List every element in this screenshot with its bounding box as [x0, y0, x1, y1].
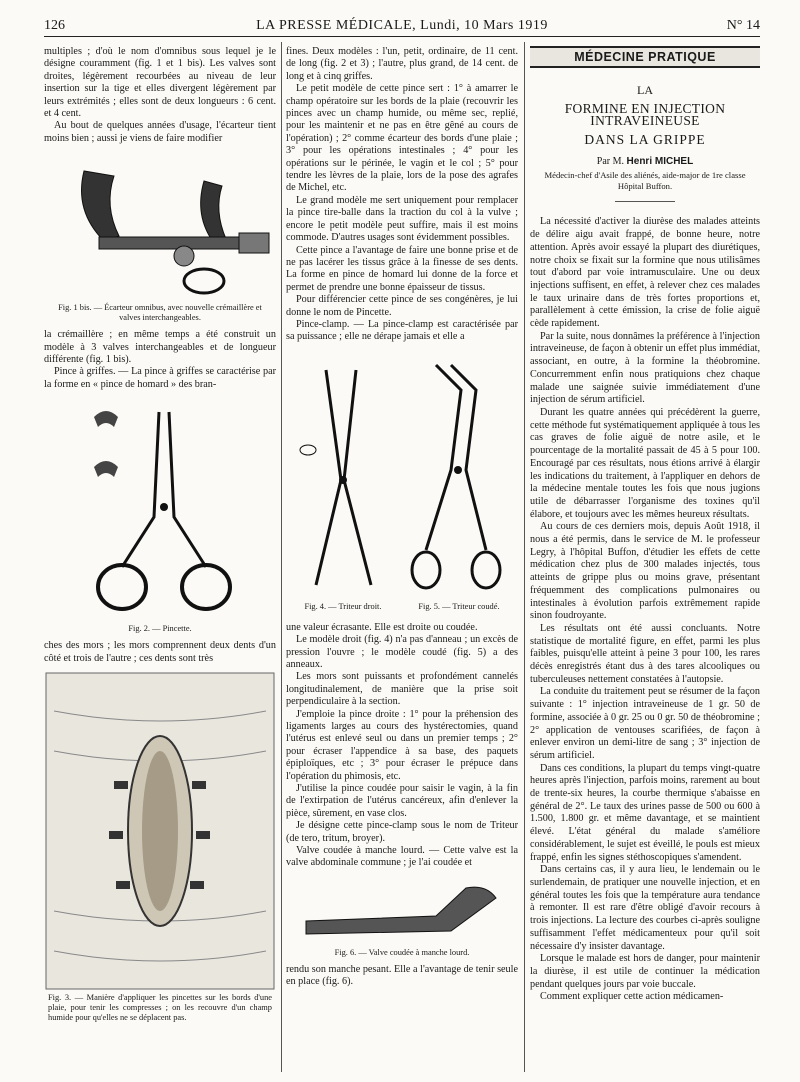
paragraph: Cette pince a l'avantage de faire une bonne prise et de ne pas lacérer les tissus grâce à la finesse de ses dents. La forme en pince de homard lui donne de la force et permet de prendre une bonne épaisseur de tissus.: [286, 244, 518, 293]
figure-valve: [286, 876, 518, 958]
separator: [615, 201, 675, 202]
paragraph: une valeur écrasante. Elle est droite ou coudée.: [286, 621, 478, 633]
column-right: [530, 46, 760, 1004]
paragraph: Durant les quatre années qui précédèrent la guerre, cette méthode fut systématiquement appliquée à tous les cas graves de folie aiguë de notre asile, et le pourcentage de la mortalité passait de 45 à 5 pour 100. Encouragé par ces résultats, nous étions arrivé à élargir les indications du traitement, à l'appliquer en dehors de la médecine mentale toutes les fois que nous jugions utile de débarrasser l'organisme des toxines qu'il élabore, et toujours avec les mêmes heureux résultats.: [530, 406, 760, 520]
paragraph: Pince-clamp. — La pince-clamp est caractérisée par sa puissance ; elle ne dérape jamais et elle a: [286, 318, 518, 343]
paragraph: J'emploie la pince droite : 1° pour la préhension des ligaments larges au cours des hystérectomies, quand l'utérus est enlevé seul ou dans un premier temps ; 2° pour écraser l'appendice à sa base, des paquets épiploïques, etc ; 3° pour écraser le prépuce dans l'opération du phimosis, etc.: [286, 708, 518, 782]
figure-caption: Fig. 6. — Valve coudée à manche lourd.: [334, 947, 470, 957]
column-middle: [286, 46, 518, 989]
article-title-prefix: LA: [637, 83, 653, 98]
paragraph: Par la suite, nous donnâmes la préférence à l'injection intraveineuse, de façon à obtenir un effet plus immédiat, associant, en outre, à la formine la théobromine. Concurremment enfin nous pratiquions chez chaque malade une saignée suivie immédiatement d'une injection de sérum artificiel.: [530, 330, 760, 406]
article-title: FORMINE EN INJECTION INTRAVEINEUSE: [564, 100, 726, 129]
figure-caption: Fig. 3. — Manière d'appliquer les pincettes sur les bords d'une plaie, pour tenir les compresses ; on les recouvre d'un champ humide pour qu'elles ne se déplacent pas.: [48, 993, 272, 1023]
figure-pincette: [44, 397, 276, 634]
paragraph: ches des mors ; les mors comprennent deux dents d'un côté et trois de l'autre ; ces dents sont très: [44, 640, 276, 664]
figure-triteurs: [286, 350, 518, 618]
paragraph: Le grand modèle me sert uniquement pour remplacer la pince tire-balle dans la traction du col à la vulve ; encore le petit modèle peut suffire, mais il est moins commode. D'autres usages sont évidemment possibles.: [286, 194, 518, 244]
figure-retractor: [44, 151, 276, 323]
byline-prefix: Par M.: [596, 156, 625, 168]
paragraph: Valve coudée à manche lourd. — Cette valve est la valve abdominale commune ; je l'ai coudée et: [286, 845, 518, 869]
paragraph: Au cours de ces derniers mois, depuis Août 1918, il nous a été permis, dans le service de M. le professeur Legry, à l'hôpital Buffon, d'étudier les effets de cette médication chez plus de 300 malades injectés, tous atteints de grippe plus ou moins grave, présentant fréquemment des complications pulmonaires ou intestinales à évolution parfois extrêmement rapide sinon foudroyante.: [530, 521, 760, 622]
pincette-illustration: [44, 397, 276, 622]
author-affiliation: Médecin-chef d'Asile des aliénés, aide-major de 1re classe Hôpital Buffon.: [544, 170, 746, 191]
section-heading: MÉDECINE PRATIQUE: [530, 46, 760, 68]
figure-caption: Fig. 4. — Triteur droit.: [304, 601, 382, 611]
paragraph: rendu son manche pesant. Elle a l'avantage de tenir seule en place (fig. 6).: [286, 963, 518, 988]
figure-caption: Fig. 1 bis. — Écarteur omnibus, avec nouvelle crémaillère et valves interchangeables.: [58, 303, 262, 323]
byline: [530, 156, 760, 168]
column-rule: [281, 42, 282, 1072]
triteur-illustration: [286, 350, 518, 600]
paragraph: la crémaillère ; en même temps a été construit un modèle à 3 valves interchangeables et de longueur différente (fig. 1 bis).: [44, 329, 276, 366]
paragraph: fines. Deux modèles : l'un, petit, ordinaire, de 11 cent. de long (fig. 2 et 3) ; l'autre, plus grand, de 14 cent. de long et à cinq griffes.: [286, 46, 518, 82]
paragraph: Pince à griffes. — La pince à griffes se caractérise par la forme en « pince de homard » des bran-: [44, 366, 276, 390]
paragraph: J'utilise la pince coudée pour saisir le vagin, à la fin de l'extirpation de l'utérus cancéreux, afin d'enlever la pièce, sûrement, en vase clos.: [286, 783, 518, 819]
article-subtitle: DANS LA GRIPPE: [584, 131, 706, 147]
paragraph: Les mors sont puissants et profondément cannelés longitudinalement, de manière que la prise soit perpendiculaire à la section.: [286, 671, 518, 708]
figure-caption: Fig. 5. — Triteur coudé.: [418, 601, 500, 611]
paragraph: Dans certains cas, il y aura lieu, le lendemain ou le surlendemain, de pratiquer une nouvelle injection, et en général toutes les fois que la température aura tendance à remonter. Il est rare d'être obligé d'avoir recours à trois injections. La lecture des courbes ci-après souligne suffisamment l'effet médicamenteux pour qu'il soit nécessaire d'y insister davantage.: [530, 864, 760, 952]
paragraph: Pour différencier cette pince de ses congénères, je lui donne le nom de Pincette.: [286, 294, 518, 318]
paragraph: Le modèle droit (fig. 4) n'a pas d'anneau ; un excès de pression l'ouvre ; le modèle coudé (fig. 5) a des anneaux.: [286, 634, 518, 670]
figure-caption: Fig. 2. — Pincette.: [128, 624, 192, 634]
paragraph: multiples ; d'où le nom d'omnibus sous lequel je le désigne couramment (fig. 1 et 1 bis). Les valves sont droites, légèrement recourbées au niveau de leur insertion sur la tige et elles divergent légèrement par leurs extrémités ; elles sont de deux longueurs : 6 cent. et 4 cent.: [44, 46, 276, 120]
figure-captions: [286, 600, 518, 618]
paragraph: La conduite du traitement peut se résumer de la façon suivante : 1° injection intraveineuse de 1 gr. 50 de formine, associée à 0 gr. 25 ou 0 gr. 50 de théobromine ; 2° application de ventouses scarifiées, de façon à enlever environ un demi-litre de sang ; 3° injection de sérum artificiel.: [530, 686, 760, 761]
paragraph: Les résultats ont été aussi concluants. Notre statistique de mortalité figure, en effet, parmi les plus faibles, puisqu'elle atteint à peine 3 pour 100, les rares décès enregistrés étant dus à des tares alcooliques ou tuberculeuses nettement constatées à l'autopsie.: [530, 622, 760, 685]
author-name: Henri MICHEL: [626, 156, 694, 168]
wound-illustration: [44, 671, 276, 991]
figure-wound: [44, 671, 276, 1023]
column-rule: [524, 42, 525, 1072]
page-header: [44, 14, 760, 37]
paragraph: Le petit modèle de cette pince sert : 1° à amarrer le champ opératoire sur les bords de la plaie (recouvrir les pinces avec un champ humide, ou même sec, replié, pour les maintenir et ne pas en être gêné au cours de l'opération) ; 2° comme écarteur des bords d'une plaie ; 3° pour les opérations intestinales ; 4° pour les opérations sur le périnée, le vagin et le col ; 5° pour tendre les lèvres de la plaie, lors de la pose des agrafes de Michel, etc.: [286, 83, 518, 194]
paragraph: Je désigne cette pince-clamp sous le nom de Triteur (de tero, tritum, broyer).: [286, 820, 518, 844]
column-left: [44, 46, 276, 1029]
paragraph: Dans ces conditions, la plupart du temps vingt-quatre heures après l'injection, parfois moins, rarement au bout de trente-six heures, la courbe thermique s'abaisse en général de 2°. Le taux des urines passe de 500 ou 600 à 1.500, 1.800 gr. et même davantage, et se maintient élevé. L'état général du malade s'améliore considérablement, le sujet est éveillé, le pouls est mieux frappé, enfin les signes stéthoscopiques s'amendent.: [530, 762, 760, 863]
issue-number: N° 14: [726, 18, 760, 33]
page-number: 126: [44, 18, 65, 33]
journal-title: LA PRESSE MÉDICALE, Lundi, 10 Mars 1919: [256, 18, 548, 33]
retractor-illustration: [44, 151, 276, 301]
paragraph: Comment expliquer cette action médicamen-: [540, 991, 724, 1003]
valve-illustration: [286, 876, 518, 946]
paragraph: Au bout de quelques années d'usage, l'écarteur tient moins bien ; aussi je viens de faire modifier: [44, 120, 276, 144]
paragraph: La nécessité d'activer la diurèse des malades atteints de délire aigu avait frappé, de bonne heure, notre attention. Après avoir essayé la plupart des diurétiques, notre choix se fixait sur la formine que nous utilisâmes tout d'abord par voie intramusculaire. Une ou deux injections suffisent, en effet, à relever chez ces malades le taux urinaire dans de très fortes proportions et, parallèlement à cette émission, la crise de folie aiguë cède rapidement.: [530, 216, 760, 330]
paragraph: Lorsque le malade est hors de danger, pour maintenir la diurèse, il est utile de continuer la médication pendant quelques jours par voie buccale.: [530, 953, 760, 990]
